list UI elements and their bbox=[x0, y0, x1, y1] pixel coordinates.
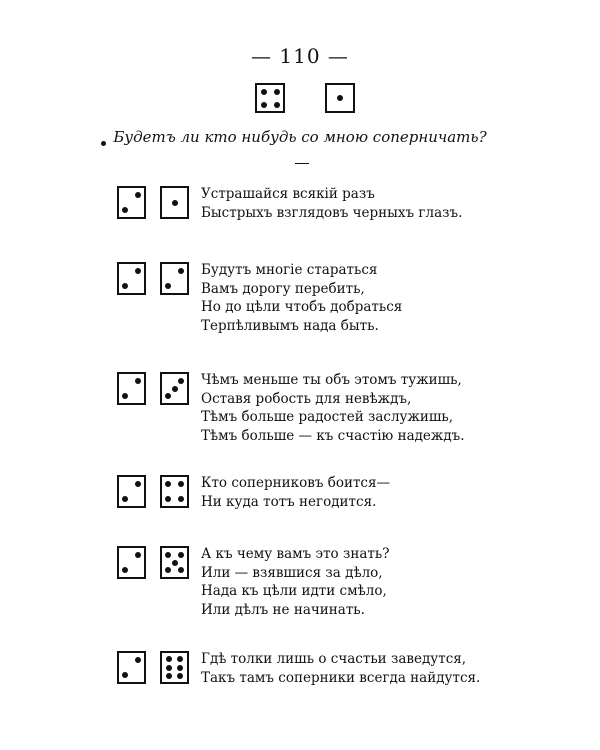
pip bbox=[274, 89, 280, 95]
pip bbox=[135, 552, 141, 558]
pip bbox=[122, 283, 128, 289]
verse bbox=[201, 371, 465, 445]
die-face-two bbox=[117, 372, 146, 405]
pip bbox=[165, 283, 171, 289]
pip bbox=[178, 481, 184, 487]
pip bbox=[122, 207, 128, 213]
verse-line: Тѣмъ больше радостей заслужишь, bbox=[201, 409, 454, 425]
pip bbox=[165, 552, 171, 558]
pip bbox=[135, 268, 141, 274]
die-face-two bbox=[117, 262, 146, 295]
die-face-six bbox=[160, 651, 189, 684]
pip bbox=[166, 665, 172, 671]
pip bbox=[165, 496, 171, 502]
verse bbox=[201, 474, 390, 511]
verse-line: Терпѣливымъ нада быть. bbox=[201, 317, 379, 334]
die-face-two bbox=[117, 475, 146, 508]
pip bbox=[177, 656, 183, 662]
pip bbox=[165, 393, 171, 399]
pip bbox=[178, 552, 184, 558]
pip bbox=[337, 95, 343, 101]
verse-line: А къ чему вамъ это знать? bbox=[201, 546, 390, 562]
pip bbox=[135, 192, 141, 198]
die-face-two bbox=[117, 546, 146, 579]
section-dash bbox=[295, 163, 309, 164]
die-face-two bbox=[117, 186, 146, 219]
verse-line: Будутъ многіе стараться bbox=[201, 262, 378, 278]
pip bbox=[166, 656, 172, 662]
pip bbox=[165, 481, 171, 487]
pip bbox=[172, 386, 178, 392]
verse bbox=[201, 261, 402, 335]
pip bbox=[165, 567, 171, 573]
pip bbox=[178, 567, 184, 573]
verse-line: Такъ тамъ соперники всегда найдутся. bbox=[201, 669, 481, 686]
pip bbox=[122, 496, 128, 502]
pip bbox=[166, 673, 172, 679]
verse-line: Тѣмъ больше — къ счастію надеждъ. bbox=[201, 427, 465, 444]
verse-line: Нада къ цѣли идти смѣло, bbox=[201, 583, 387, 599]
verse-line: Ни куда тотъ негодится. bbox=[201, 493, 377, 510]
die-face-three bbox=[160, 372, 189, 405]
pip bbox=[177, 673, 183, 679]
verse bbox=[201, 185, 462, 222]
verse-line: Но до цѣли чтобъ добраться bbox=[201, 299, 403, 315]
pip bbox=[178, 268, 184, 274]
pip bbox=[122, 393, 128, 399]
verse-line: Устрашайся всякій разъ bbox=[201, 186, 375, 202]
pip bbox=[261, 102, 267, 108]
pip bbox=[135, 657, 141, 663]
pip bbox=[178, 496, 184, 502]
verse-line: Гдѣ толки лишь о счастьи заведутся, bbox=[201, 651, 467, 667]
die-face-one bbox=[325, 83, 355, 113]
verse-line: Быстрыхъ взглядовъ черныхъ глазъ. bbox=[201, 204, 463, 221]
die-face-four bbox=[255, 83, 285, 113]
verse-line: Чѣмъ меньше ты объ этомъ тужишь, bbox=[201, 372, 462, 388]
pip bbox=[172, 560, 178, 566]
die-face-one bbox=[160, 186, 189, 219]
die-face-two bbox=[160, 262, 189, 295]
die-face-five bbox=[160, 546, 189, 579]
verse-line: Оставя робость для невѣждъ, bbox=[201, 390, 412, 407]
pip bbox=[177, 665, 183, 671]
pip bbox=[122, 567, 128, 573]
question-heading: Будетъ ли кто нибудь со мною соперничать? bbox=[113, 128, 487, 146]
verse-line: Или — взявшися за дѣло, bbox=[201, 564, 383, 581]
die-face-two bbox=[117, 651, 146, 684]
pip bbox=[261, 89, 267, 95]
pip bbox=[135, 378, 141, 384]
verse-line: Кто соперниковъ боится— bbox=[201, 475, 390, 491]
verse-line: Вамъ дорогу перебить, bbox=[201, 280, 365, 297]
page-number: — 110 — bbox=[251, 44, 349, 68]
pip bbox=[274, 102, 280, 108]
pip bbox=[178, 378, 184, 384]
pip bbox=[135, 481, 141, 487]
pip bbox=[122, 672, 128, 678]
verse bbox=[201, 650, 480, 687]
die-face-four bbox=[160, 475, 189, 508]
verse bbox=[201, 545, 389, 619]
pip bbox=[172, 200, 178, 206]
verse-line: Или дѣлъ не начинать. bbox=[201, 601, 365, 618]
